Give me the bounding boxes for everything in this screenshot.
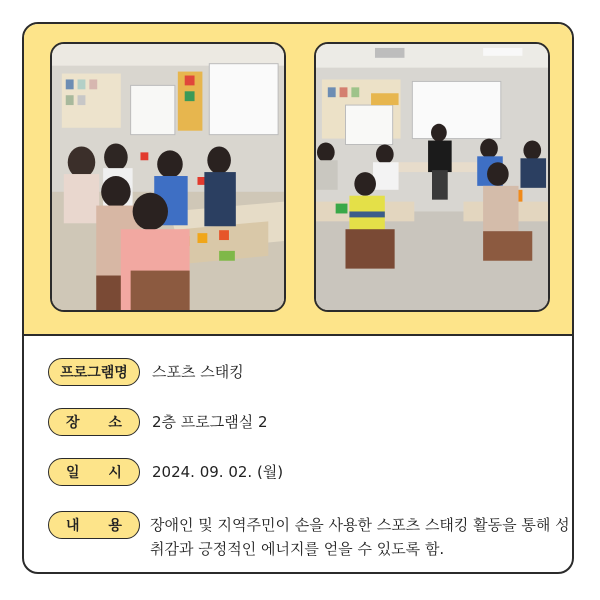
place-label: 장 소 [48,408,140,436]
place-row [48,408,268,436]
activity-photo-right [314,42,550,312]
program-name-value: 스포츠 스태킹 [152,363,244,381]
photo-panel [24,24,572,336]
place-value: 2층 프로그램실 2 [152,413,268,431]
date-label: 일 시 [48,458,140,486]
program-name-label: 프로그램명 [48,358,140,386]
content-value: 장애인 및 지역주민이 손을 사용한 스포츠 스태킹 활동을 통해 성취감과 긍정적인 에너지를 얻을 수 있도록 함. [150,516,570,558]
content-label: 내 용 [48,511,140,539]
program-name-row [48,358,244,386]
date-value: 2024. 09. 02. (월) [152,463,284,481]
content-row [48,511,570,561]
activity-photo-left [50,42,286,312]
date-row [48,458,283,486]
info-card [22,22,574,574]
